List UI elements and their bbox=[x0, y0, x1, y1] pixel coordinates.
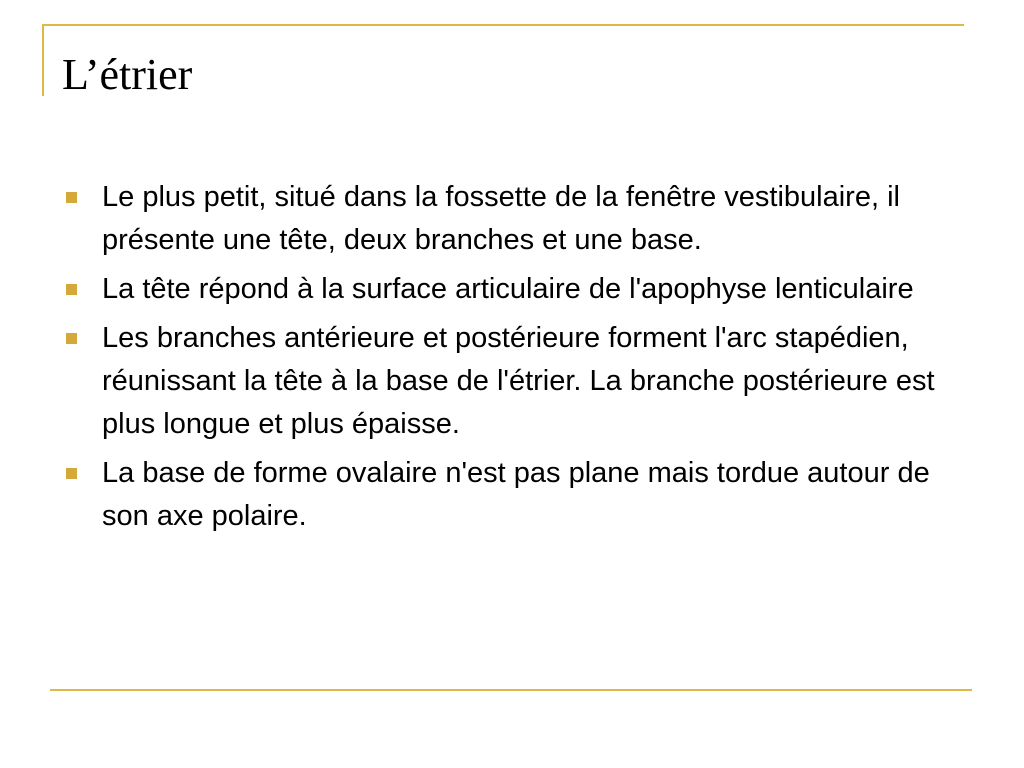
slide-title: L’étrier bbox=[62, 50, 193, 99]
bullet-item bbox=[66, 317, 966, 446]
bullet-item bbox=[66, 176, 966, 262]
bullet-item bbox=[66, 452, 966, 538]
bullet-text: Le plus petit, situé dans la fossette de la fenêtre vestibulaire, il présente une tête, deux branches et une base. bbox=[102, 181, 900, 256]
bullet-text: La base de forme ovalaire n'est pas plane mais tordue autour de son axe polaire. bbox=[102, 457, 930, 532]
bullet-item bbox=[66, 268, 966, 311]
top-divider-line bbox=[42, 24, 964, 26]
square-bullet-icon bbox=[66, 284, 77, 295]
bullet-list bbox=[66, 176, 966, 544]
bullet-text: Les branches antérieure et postérieure forment l'arc stapédien, réunissant la tête à la base de l'étrier. La branche postérieure est plus longue et plus épaisse. bbox=[102, 322, 935, 440]
square-bullet-icon bbox=[66, 333, 77, 344]
bottom-divider-line bbox=[50, 689, 972, 691]
left-accent-line bbox=[42, 24, 44, 96]
square-bullet-icon bbox=[66, 192, 77, 203]
bullet-text: La tête répond à la surface articulaire de l'apophyse lenticulaire bbox=[102, 273, 914, 305]
square-bullet-icon bbox=[66, 468, 77, 479]
